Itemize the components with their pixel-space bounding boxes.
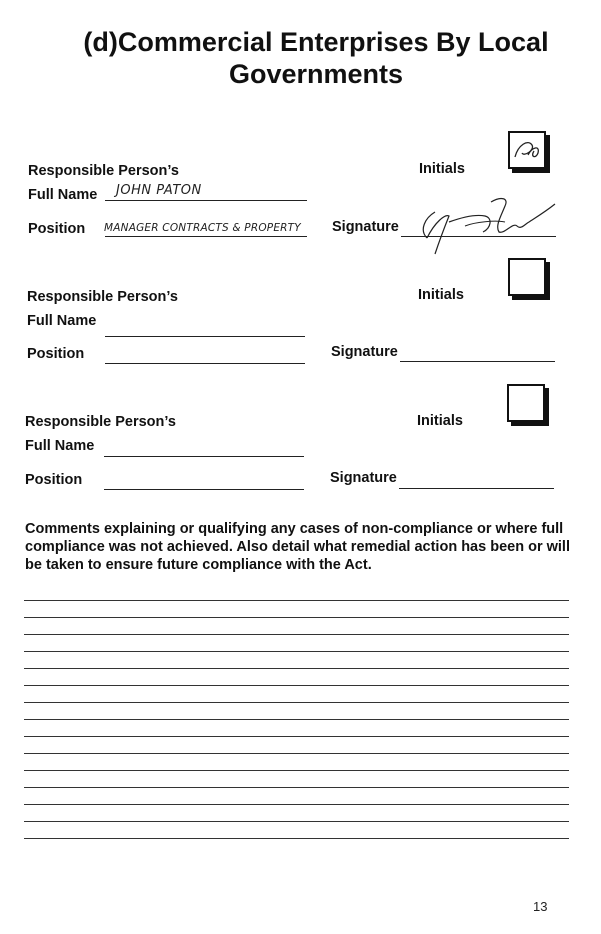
- initials-handwriting-mark: [510, 133, 544, 167]
- comment-line[interactable]: [24, 770, 569, 771]
- full-name-line-1[interactable]: [105, 200, 307, 201]
- comment-line[interactable]: [24, 600, 569, 601]
- comment-line[interactable]: [24, 651, 569, 652]
- full-name-label-2: Full Name: [27, 313, 97, 329]
- full-name-label-3: Full Name: [25, 438, 95, 454]
- responsible-person-label-1: Responsible Person’s: [28, 163, 179, 179]
- page-title: [40, 26, 592, 90]
- comment-line[interactable]: [24, 668, 569, 669]
- responsible-person-label-2: Responsible Person’s: [27, 289, 178, 305]
- comment-line[interactable]: [24, 753, 569, 754]
- comment-line[interactable]: [24, 804, 569, 805]
- comment-line[interactable]: [24, 617, 569, 618]
- full-name-label-1: Full Name: [28, 187, 98, 203]
- full-name-line-3[interactable]: [104, 456, 304, 457]
- signature-line-3[interactable]: [399, 488, 554, 489]
- position-line-2[interactable]: [105, 363, 305, 364]
- initials-box-2[interactable]: [508, 258, 546, 296]
- initials-box-3[interactable]: [507, 384, 545, 422]
- comments-prompt: Comments explaining or qualifying any cases of non-compliance or where full compliance was not achieved. Also detail what remedial action has been or will be taken to ensure future compliance with the Act.: [25, 521, 570, 573]
- position-label-1: Position: [28, 221, 86, 237]
- signature-label-3: Signature: [330, 470, 397, 486]
- signature-line-2[interactable]: [400, 361, 555, 362]
- full-name-line-2[interactable]: [105, 336, 305, 337]
- full-name-value-1: JOHN PATON: [116, 183, 202, 198]
- page-number: 13: [533, 899, 548, 914]
- position-label-2: Position: [27, 346, 85, 362]
- comment-line[interactable]: [24, 736, 569, 737]
- position-line-3[interactable]: [104, 489, 304, 490]
- comment-line[interactable]: [24, 634, 569, 635]
- signature-handwriting-mark: [405, 192, 565, 262]
- comment-line[interactable]: [24, 685, 569, 686]
- initials-box-1[interactable]: [508, 131, 546, 169]
- comment-line[interactable]: [24, 838, 569, 839]
- comment-line[interactable]: [24, 719, 569, 720]
- comment-line[interactable]: [24, 787, 569, 788]
- comment-line[interactable]: [24, 821, 569, 822]
- signature-label-2: Signature: [331, 344, 398, 360]
- title-line-2: Governments: [228, 59, 404, 89]
- title-line-1: (d)Commercial Enterprises By Local: [83, 27, 549, 57]
- initials-label-3: Initials: [417, 413, 463, 429]
- initials-label-2: Initials: [418, 287, 464, 303]
- position-value-1: MANAGER CONTRACTS & PROPERTY: [104, 222, 301, 234]
- position-line-1[interactable]: [105, 236, 307, 237]
- position-label-3: Position: [25, 472, 83, 488]
- initials-label-1: Initials: [419, 161, 465, 177]
- signature-label-1: Signature: [332, 219, 399, 235]
- comment-line[interactable]: [24, 702, 569, 703]
- responsible-person-label-3: Responsible Person’s: [25, 414, 176, 430]
